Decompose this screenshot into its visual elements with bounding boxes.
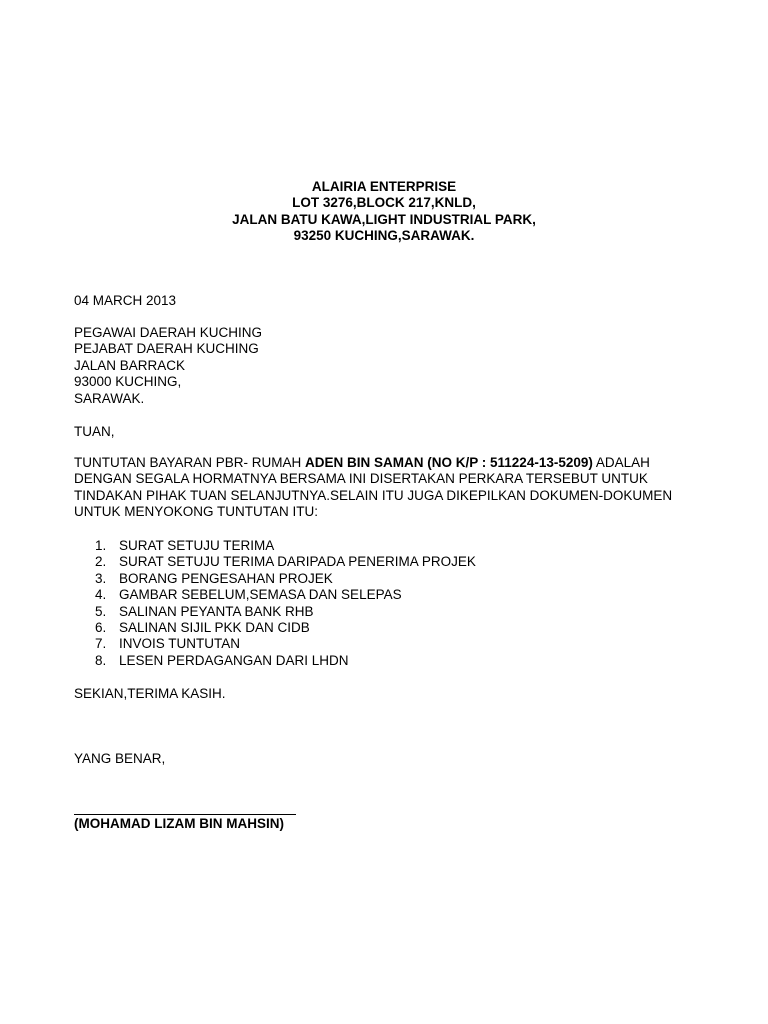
list-item	[95, 653, 476, 669]
list-item-text: SURAT SETUJU TERIMA	[119, 538, 275, 553]
letterhead	[0, 179, 768, 245]
list-item-number: 2.	[95, 554, 107, 570]
list-item-number: 6.	[95, 619, 107, 635]
list-item	[95, 620, 476, 636]
recipient-line-1: PEGAWAI DAERAH KUCHING	[74, 325, 263, 340]
recipient-address	[74, 325, 694, 407]
list-item-text: SALINAN SIJIL PKK DAN CIDB	[119, 619, 310, 635]
list-item-text: SURAT SETUJU TERIMA DARIPADA PENERIMA PROJEK	[119, 554, 476, 570]
closing-line: SEKIAN,TERIMA KASIH.	[74, 686, 226, 701]
list-item-number: 7.	[95, 636, 107, 652]
list-item	[95, 636, 476, 652]
recipient-line-4: 93000 KUCHING,	[74, 374, 182, 390]
list-item-text: SALINAN PEYANTA BANK RHB	[119, 603, 314, 619]
list-item-text: LESEN PERDAGANGAN DARI LHDN	[119, 652, 349, 668]
address-line-2: JALAN BATU KAWA,LIGHT INDUSTRIAL PARK,	[232, 211, 536, 227]
paragraph-intro: TUNTUTAN BAYARAN PBR- RUMAH	[74, 455, 306, 470]
company-name: ALAIRIA ENTERPRISE	[311, 179, 457, 194]
recipient-line-2: PEJABAT DAERAH KUCHING	[74, 341, 259, 357]
list-item	[95, 538, 476, 554]
list-item-number: 8.	[95, 652, 107, 668]
document-list	[95, 538, 476, 669]
list-item-number: 4.	[95, 587, 107, 603]
list-item	[95, 587, 476, 603]
salutation: TUAN,	[74, 424, 115, 439]
signature-line	[74, 814, 296, 815]
regards-line: YANG BENAR,	[74, 751, 166, 766]
list-item	[95, 571, 476, 587]
list-item-text: BORANG PENGESAHAN PROJEK	[119, 570, 333, 586]
paragraph-body: ADALAH DENGAN SEGALA HORMATNYA BERSAMA INI DISERTAKAN PERKARA TERSEBUT UNTUK TINDAKAN PIHAK TUAN SELANJUTNYA.SELAIN ITU JUGA DIKEPILKAN DOKUMEN-DOKUMEN UNTUK MENYOKONG TUNTUTAN ITU:	[74, 455, 673, 520]
list-item-number: 5.	[95, 603, 107, 619]
list-item-text: INVOIS TUNTUTAN	[119, 636, 241, 652]
signer-name: (MOHAMAD LIZAM BIN MAHSIN)	[74, 816, 284, 831]
address-line-1: LOT 3276,BLOCK 217,KNLD,	[292, 195, 476, 211]
list-item	[95, 554, 476, 570]
main-paragraph	[74, 455, 686, 521]
recipient-line-3: JALAN BARRACK	[74, 357, 186, 373]
letter-date: 04 MARCH 2013	[74, 293, 177, 308]
address-line-3: 93250 KUCHING,SARAWAK.	[293, 228, 475, 244]
list-item-number: 3.	[95, 570, 107, 586]
recipient-line-5: SARAWAK.	[74, 390, 145, 406]
list-item-number: 1.	[95, 538, 107, 553]
list-item	[95, 604, 476, 620]
list-item-text: GAMBAR SEBELUM,SEMASA DAN SELEPAS	[119, 587, 402, 603]
paragraph-claimant: ADEN BIN SAMAN (NO K/P : 511224-13-5209)	[305, 455, 593, 470]
